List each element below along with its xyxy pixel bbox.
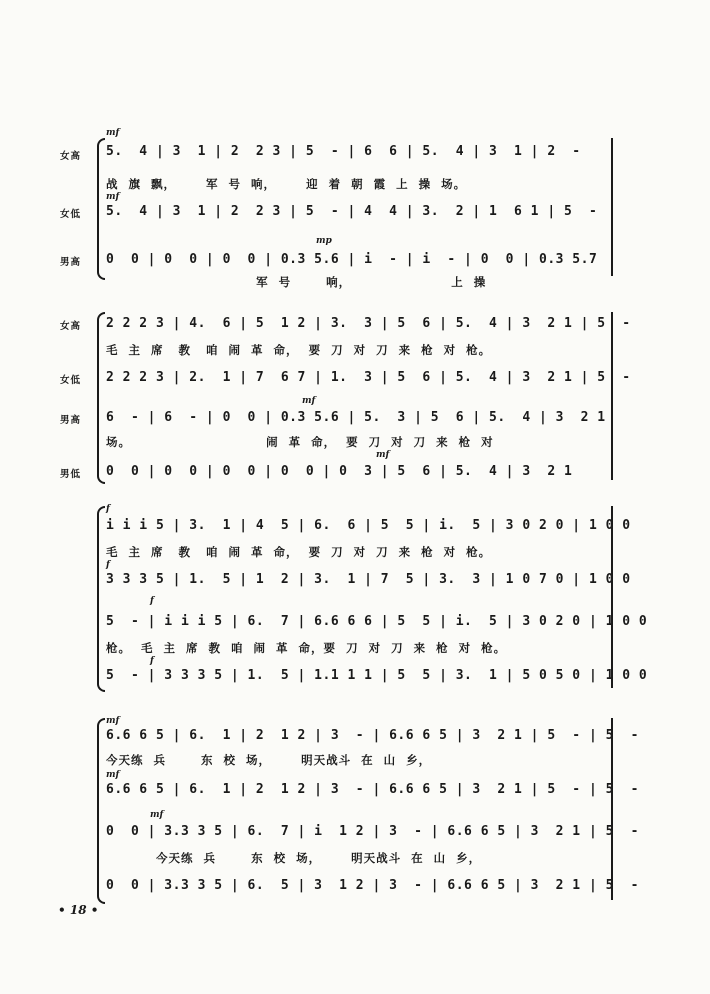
final-barline [611,506,613,688]
staff-brace [97,718,105,904]
staff-brace [97,138,105,280]
notation-line: 3 3 3 5 | 1. 5 | 1 2 | 3. 1 | 7 5 | 3. 3 | 1 0 7 0 | 1 0 0 [106,572,631,587]
notation-line: 6.6 6 5 | 6. 1 | 2 1 2 | 3 - | 6.6 6 5 | 3 2 1 | 5 - | 5 - [106,728,639,743]
dynamic-marking: f [150,596,154,606]
voice-label-alto: 女低 [60,209,82,220]
voice-label-soprano: 女高 [60,151,82,162]
notation-line: 5 - | i i i 5 | 6. 7 | 6.6 6 6 | 5 5 | i. 5 | 3 0 2 0 | 1 0 0 [106,614,648,629]
dynamic-marking: mf [376,450,390,460]
notation-line: 0 0 | 0 0 | 0 0 | 0 0 | 0 3 | 5 6 | 5. 4 | 3 2 1 [106,464,573,479]
voice-label-soprano: 女高 [60,321,82,332]
notation-line: i i i 5 | 3. 1 | 4 5 | 6. 6 | 5 5 | i. 5 | 3 0 2 0 | 1 0 0 [106,518,631,533]
notation-line: 5. 4 | 3 1 | 2 2 3 | 5 - | 4 4 | 3. 2 | 1 6 1 | 5 - [106,204,598,219]
voice-label-tenor: 男高 [60,257,82,268]
notation-line: 0 0 | 3.3 3 5 | 6. 5 | 3 1 2 | 3 - | 6.6 6 5 | 3 2 1 | 5 - [106,878,639,893]
lyric-line: 毛 主 席 教 咱 闹 革 命， 要 刀 对 刀 来 枪 对 枪。 [106,545,492,559]
notation-line: 5 - | 3 3 3 5 | 1. 5 | 1.1 1 1 | 5 5 | 3. 1 | 5 0 5 0 | 1 0 0 [106,668,648,683]
staff-brace [97,312,105,484]
page-number: • 18 • [58,903,99,917]
dynamic-marking: f [150,656,154,666]
lyric-line: 场。 闹 革 命， 要 刀 对 刀 来 枪 对 [106,435,494,449]
lyric-line: 军 号 响， 上 操 [106,275,487,289]
dynamic-marking: mf [106,128,120,138]
lyric-line: 枪。 毛 主 席 教 咱 闹 革 命，要 刀 对 刀 来 枪 对 枪。 [106,641,507,655]
notation-line: 6 - | 6 - | 0 0 | 0.3 5.6 | 5. 3 | 5 6 | 5. 4 | 3 2 1 [106,410,606,425]
lyric-line: 战 旗 飘， 军 号 响， 迎 着 朝 霞 上 操 场。 [106,177,467,191]
final-barline [611,718,613,900]
notation-line: 0 0 | 3.3 3 5 | 6. 7 | i 1 2 | 3 - | 6.6 6 5 | 3 2 1 | 5 - [106,824,639,839]
dynamic-marking: f [106,560,110,570]
dynamic-marking: mp [316,236,332,246]
notation-line: 5. 4 | 3 1 | 2 2 3 | 5 - | 6 6 | 5. 4 | 3 1 | 2 - [106,144,581,159]
dynamic-marking: f [106,504,110,514]
voice-label-alto: 女低 [60,375,82,386]
dynamic-marking: mf [106,770,120,780]
voice-label-tenor: 男高 [60,415,82,426]
notation-line: 2 2 2 3 | 2. 1 | 7 6 7 | 1. 3 | 5 6 | 5. 4 | 3 2 1 | 5 - [106,370,631,385]
dynamic-marking: mf [302,396,316,406]
lyric-line: 今天练 兵 东 校 场， 明天战斗 在 山 乡， [106,753,432,767]
lyric-line: 毛 主 席 教 咱 闹 革 命， 要 刀 对 刀 来 枪 对 枪。 [106,343,492,357]
voice-label-bass: 男低 [60,469,82,480]
lyric-line: 今天练 兵 东 校 场， 明天战斗 在 山 乡， [106,851,482,865]
notation-line: 6.6 6 5 | 6. 1 | 2 1 2 | 3 - | 6.6 6 5 | 3 2 1 | 5 - | 5 - [106,782,639,797]
dynamic-marking: mf [150,810,164,820]
dynamic-marking: mf [106,192,120,202]
staff-brace [97,506,105,692]
dynamic-marking: mf [106,716,120,726]
final-barline [611,312,613,480]
notation-line: 0 0 | 0 0 | 0 0 | 0.3 5.6 | i - | i - | 0 0 | 0.3 5.7 [106,252,598,267]
notation-line: 2 2 2 3 | 4. 6 | 5 1 2 | 3. 3 | 5 6 | 5. 4 | 3 2 1 | 5 - [106,316,631,331]
